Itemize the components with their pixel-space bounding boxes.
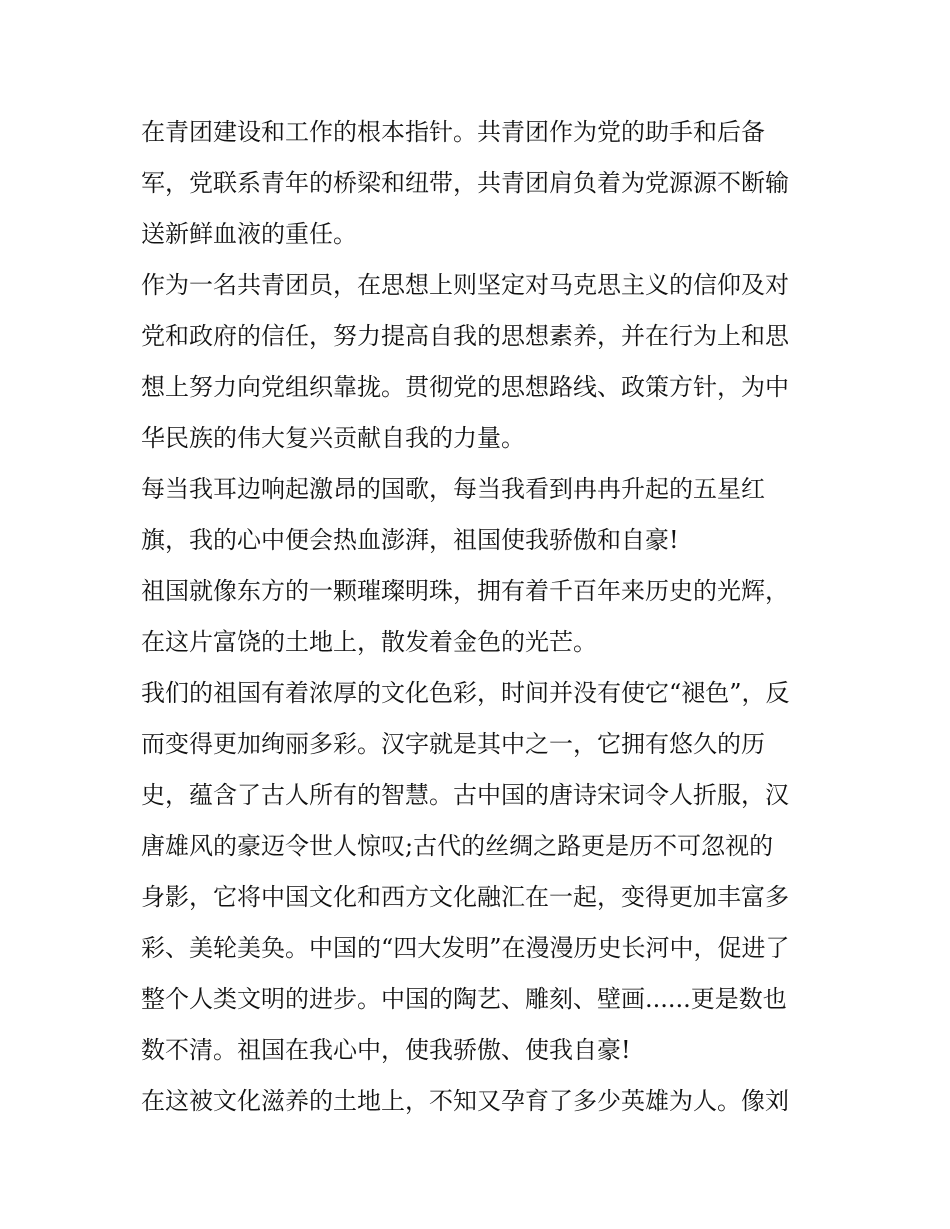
- text-line: 想上努力向党组织靠拢。贯彻党的思想路线、政策方针，为中: [141, 373, 789, 401]
- text-line: 而变得更加绚丽多彩。汉字就是其中之一，它拥有悠久的历: [141, 730, 765, 758]
- text-line: 整个人类文明的进步。中国的陶艺、雕刻、壁画......更是数也: [141, 985, 787, 1013]
- body-text: [141, 107, 811, 1127]
- text-line: 数不清。祖国在我心中，使我骄傲、使我自豪!: [141, 1036, 631, 1064]
- text-line: 华民族的伟大复兴贡献自我的力量。: [141, 424, 525, 452]
- text-line: 史，蕴含了古人所有的智慧。古中国的唐诗宋词令人折服，汉: [141, 781, 789, 809]
- text-line: 祖国就像东方的一颗璀璨明珠，拥有着千百年来历史的光辉，: [141, 577, 789, 605]
- text-line: 身影，它将中国文化和西方文化融汇在一起，变得更加丰富多: [141, 883, 789, 911]
- text-line: 我们的祖国有着浓厚的文化色彩，时间并没有使它“褪色”，反: [141, 679, 790, 707]
- text-line: 彩、美轮美奂。中国的“四大发明”在漫漫历史长河中，促进了: [141, 934, 790, 962]
- text-line: 党和政府的信任，努力提高自我的思想素养，并在行为上和思: [141, 322, 789, 350]
- text-line: 送新鲜血液的重任。: [141, 220, 357, 248]
- text-line: 在这片富饶的土地上，散发着金色的光芒。: [141, 628, 597, 656]
- text-line: 每当我耳边响起激昂的国歌，每当我看到冉冉升起的五星红: [141, 475, 765, 503]
- text-line: 作为一名共青团员，在思想上则坚定对马克思主义的信仰及对: [141, 271, 789, 299]
- text-line: 在这被文化滋养的土地上，不知又孕育了多少英雄为人。像刘: [141, 1087, 789, 1115]
- text-line: 在青团建设和工作的根本指针。共青团作为党的助手和后备: [141, 118, 765, 146]
- text-line: 唐雄风的豪迈令世人惊叹;古代的丝绸之路更是历不可忽视的: [141, 832, 774, 860]
- text-line: 旗，我的心中便会热血澎湃，祖国使我骄傲和自豪!: [141, 526, 679, 554]
- text-line: 军，党联系青年的桥梁和纽带，共青团肩负着为党源源不断输: [141, 169, 789, 197]
